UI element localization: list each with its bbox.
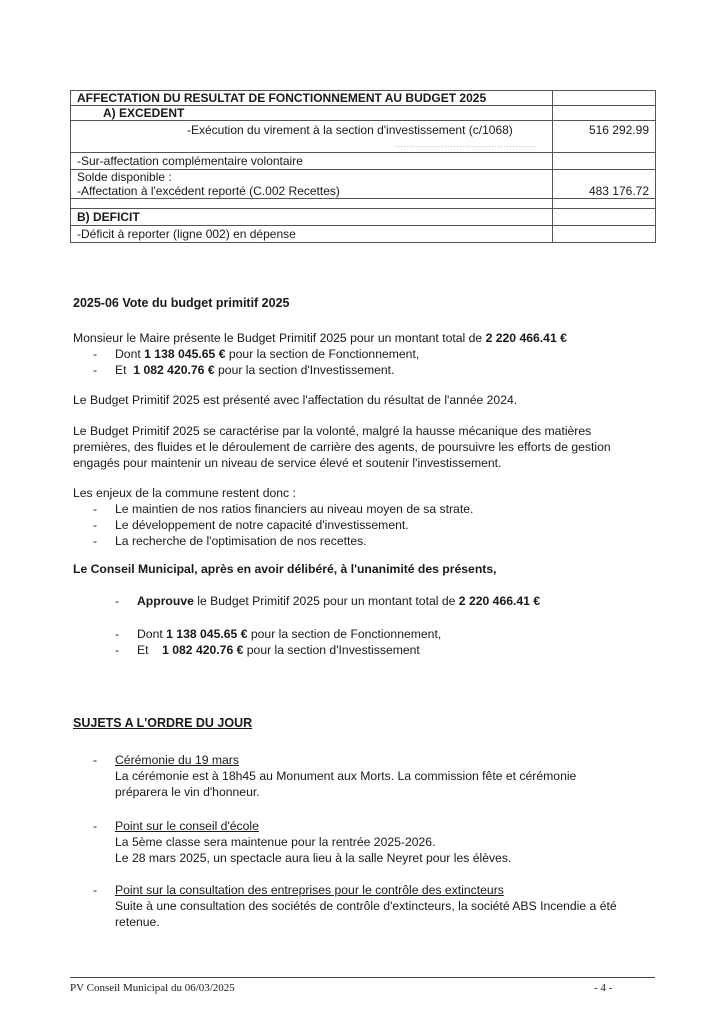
paragraph: Le Budget Primitif 2025 se caractérise par la volonté, malgré la hausse mécanique des matières premières, des fluides et le déroulement de carrière des agents, de poursuivre les efforts de gestion engagés pour maintenir un niveau de service élevé et soutenir l'investissement. bbox=[73, 424, 611, 470]
table-row bbox=[71, 121, 656, 153]
sujet-title: Point sur la consultation des entreprises pour le contrôle des extincteurs bbox=[115, 883, 504, 897]
excedent-title: A) EXCEDENT bbox=[71, 106, 553, 121]
vote-title: 2025-06 Vote du budget primitif 2025 bbox=[73, 296, 290, 310]
affectation-table bbox=[70, 90, 656, 243]
table-row bbox=[71, 153, 656, 170]
row-excedent-reporte-amount: 483 176.72 bbox=[553, 170, 656, 199]
conseil-statement: Le Conseil Municipal, après en avoir délibéré, à l'unanimité des présents, bbox=[73, 562, 497, 576]
list-item: - Dont 1 138 045.65 € pour la section de Fonctionnement, bbox=[115, 627, 442, 641]
row-excedent-reporte: -Affectation à l'excédent reporté (C.002 Recettes) bbox=[77, 184, 340, 198]
row-solde: Solde disponible : bbox=[77, 170, 172, 184]
list-item: - La recherche de l'optimisation de nos recettes. bbox=[93, 534, 367, 548]
table-row bbox=[71, 199, 656, 209]
page-number: - 4 - bbox=[594, 982, 613, 994]
row-virement: -Exécution du virement à la section d'investissement (c/1068) bbox=[187, 123, 513, 137]
sujets-title: SUJETS A L'ORDRE DU JOUR bbox=[73, 716, 253, 730]
paragraph: Le Budget Primitif 2025 est présenté avec l'affectation du résultat de l'année 2024. bbox=[73, 393, 518, 407]
table-row bbox=[71, 170, 656, 199]
table-row bbox=[71, 226, 656, 243]
intro-amount: 2 220 466.41 € bbox=[485, 331, 567, 345]
list-item: - Et 1 082 420.76 € pour la section d'Investissement bbox=[115, 643, 420, 657]
footer-divider bbox=[70, 977, 655, 978]
list-item: - Et 1 082 420.76 € pour la section d'Investissement. bbox=[93, 363, 395, 377]
table-row bbox=[71, 106, 656, 121]
sujet-item: - Point sur la consultation des entreprises pour le contrôle des extincteurs Suite à une consultation des sociétés de contrôle d'extincteurs, la société ABS Incendie a été retenue. bbox=[93, 883, 617, 929]
table-row bbox=[71, 91, 656, 106]
list-item: - Le maintien de nos ratios financiers au niveau moyen de sa strate. bbox=[93, 502, 474, 516]
list-item: - Le développement de notre capacité d'investissement. bbox=[93, 518, 409, 532]
deficit-title: B) DEFICIT bbox=[71, 209, 553, 226]
vote-intro: Monsieur le Maire présente le Budget Primitif 2025 pour un montant total de 2 220 466.41 € bbox=[73, 331, 567, 345]
footer-left: PV Conseil Municipal du 06/03/2025 bbox=[70, 982, 235, 994]
row-deficit: -Déficit à reporter (ligne 002) en dépense bbox=[71, 226, 553, 243]
list-item: - Dont 1 138 045.65 € pour la section de Fonctionnement, bbox=[93, 347, 420, 361]
table-header: AFFECTATION DU RESULTAT DE FONCTIONNEMENT AU BUDGET 2025 bbox=[71, 91, 553, 106]
row-sur-affectation: -Sur-affectation complémentaire volontaire bbox=[71, 153, 553, 170]
row-virement-amount: 516 292.99 bbox=[553, 121, 656, 153]
enjeux-list bbox=[93, 501, 473, 549]
table-row bbox=[71, 209, 656, 226]
sujet-item: - Cérémonie du 19 mars La cérémonie est à 18h45 au Monument aux Morts. La commission fête et cérémonie préparera le vin d'honneur. bbox=[93, 753, 577, 799]
dotted-line: ................................................ bbox=[394, 142, 536, 149]
approuve-line: - Approuve le Budget Primitif 2025 pour un montant total de 2 220 466.41 € bbox=[115, 594, 541, 608]
enjeux-intro: Les enjeux de la commune restent donc : bbox=[73, 486, 296, 500]
sujet-item: - Point sur le conseil d'école La 5ème classe sera maintenue pour la rentrée 2025-2026. Le 28 mars 2025, un spectacle aura lieu à la salle Neyret pour les élèves. bbox=[93, 819, 512, 865]
sujet-title: Point sur le conseil d'école bbox=[115, 819, 259, 833]
sujet-title: Cérémonie du 19 mars bbox=[115, 753, 239, 767]
